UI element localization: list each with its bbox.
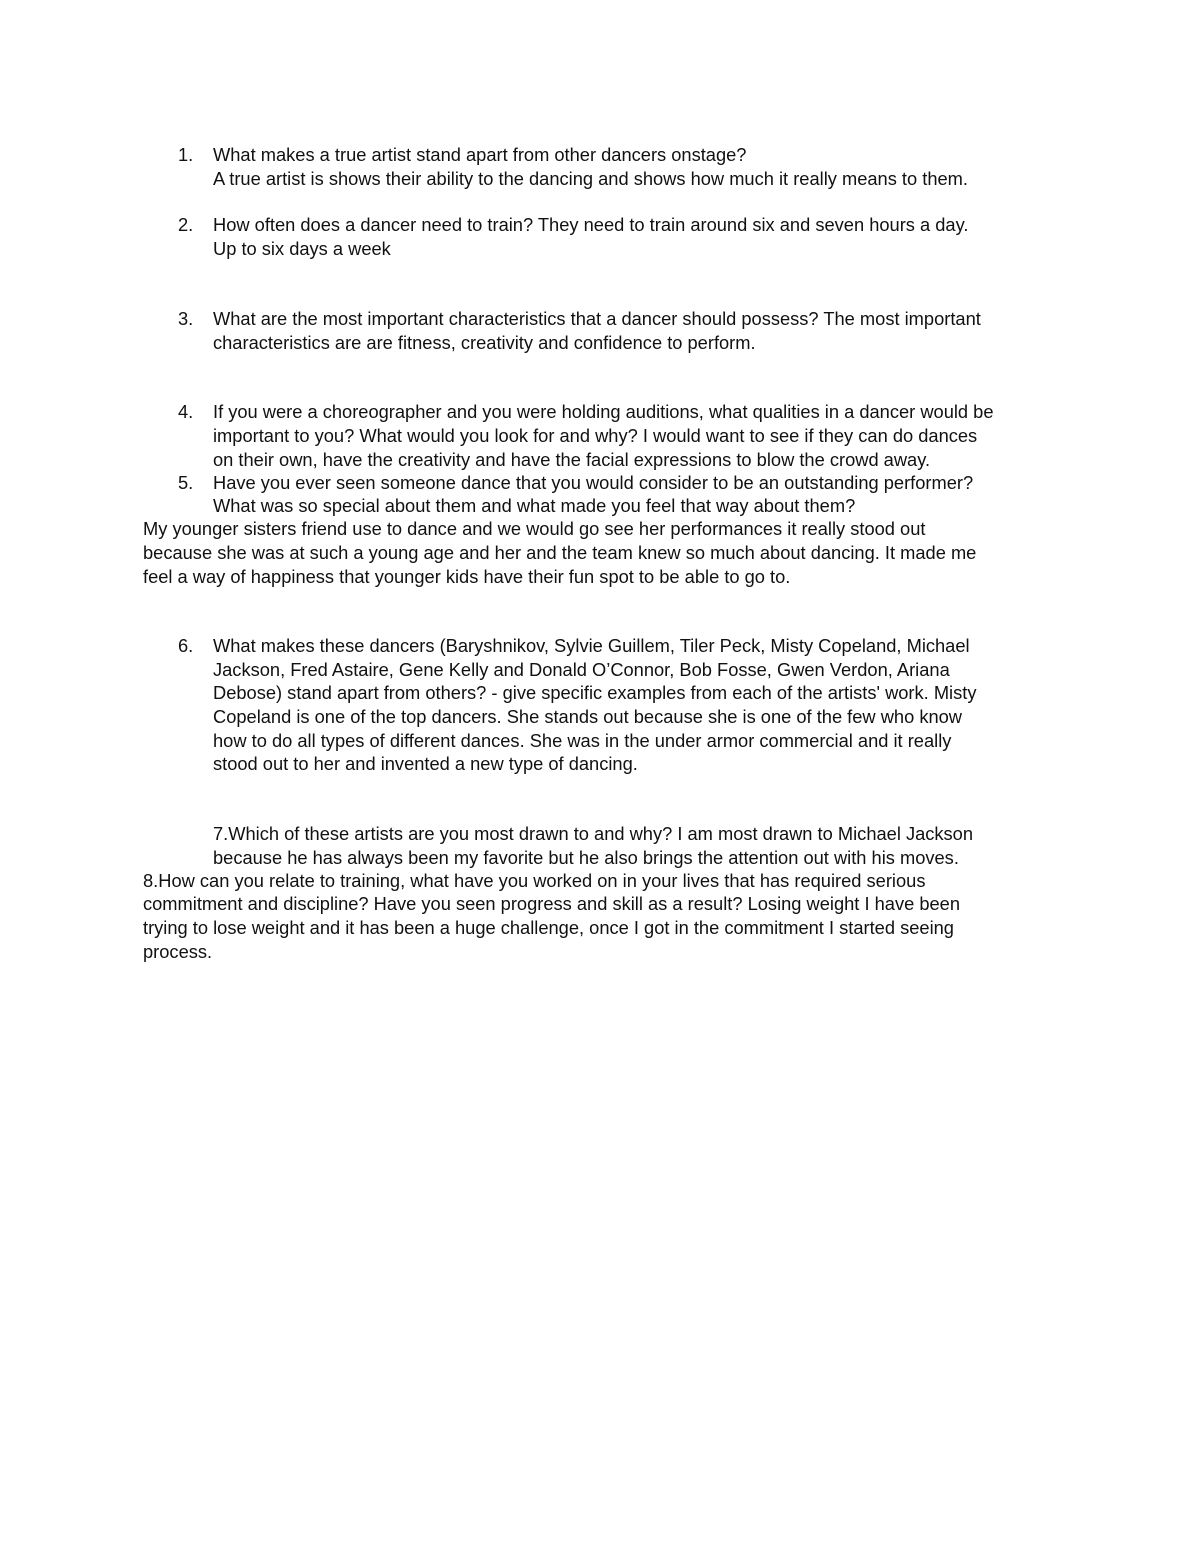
question-2-line-1: How often does a dancer need to train? They need to train around six and seven hours a day.: [213, 214, 969, 235]
question-6-line-6: stood out to her and invented a new type of dancing.: [213, 753, 638, 774]
question-2-line-2: Up to six days a week: [213, 238, 391, 259]
question-6-line-4: Copeland is one of the top dancers. She stands out because she is one of the few who know: [213, 706, 963, 727]
list-number-2: 2.: [178, 214, 194, 235]
question-3-line-1: What are the most important characteristics that a dancer should possess? The most important: [213, 308, 981, 329]
list-number-5: 5.: [178, 472, 194, 493]
question-8-line-2: commitment and discipline? Have you seen progress and skill as a result? Losing weight I have been: [143, 893, 961, 914]
list-number-4: 4.: [178, 401, 194, 422]
question-6-line-1: What makes these dancers (Baryshnikov, Sylvie Guillem, Tiler Peck, Misty Copeland, Michael: [213, 635, 970, 656]
question-6-line-2: Jackson, Fred Astaire, Gene Kelly and Donald O’Connor, Bob Fosse, Gwen Verdon, Ariana: [213, 659, 950, 680]
question-7-line-2: because he has always been my favorite but he also brings the attention out with his moves.: [213, 847, 959, 868]
question-4-line-1: If you were a choreographer and you were holding auditions, what qualities in a dancer would be: [213, 401, 994, 422]
list-number-6: 6.: [178, 635, 194, 656]
question-1-line-1: What makes a true artist stand apart from other dancers onstage?: [213, 144, 747, 165]
answer-5-line-2: because she was at such a young age and her and the team knew so much about dancing. It made me: [143, 542, 977, 563]
question-6-line-5: how to do all types of different dances. She was in the under armor commercial and it really: [213, 730, 952, 751]
question-6-line-3: Debose) stand apart from others? - give specific examples from each of the artists' work. Misty: [213, 682, 977, 703]
question-5-line-2: What was so special about them and what made you feel that way about them?: [213, 495, 856, 516]
question-8-line-4: process.: [143, 941, 213, 962]
list-number-3: 3.: [178, 308, 194, 329]
question-8-line-3: trying to lose weight and it has been a huge challenge, once I got in the commitment I started seeing: [143, 917, 954, 938]
question-4-line-2: important to you? What would you look for and why? I would want to see if they can do dances: [213, 425, 978, 446]
question-4-line-3: on their own, have the creativity and have the facial expressions to blow the crowd away.: [213, 449, 931, 470]
question-7-line-1: 7.Which of these artists are you most drawn to and why? I am most drawn to Michael Jackson: [213, 823, 974, 844]
list-number-1: 1.: [178, 144, 194, 165]
question-8-line-1: 8.How can you relate to training, what have you worked on in your lives that has required serious: [143, 870, 926, 891]
question-3-line-2: characteristics are are fitness, creativity and confidence to perform.: [213, 332, 756, 353]
answer-5-line-1: My younger sisters friend use to dance and we would go see her performances it really stood out: [143, 518, 926, 539]
answer-5-line-3: feel a way of happiness that younger kids have their fun spot to be able to go to.: [143, 566, 791, 587]
question-1-line-2: A true artist is shows their ability to the dancing and shows how much it really means to them.: [213, 168, 968, 189]
question-5-line-1: Have you ever seen someone dance that you would consider to be an outstanding performer?: [213, 472, 974, 493]
